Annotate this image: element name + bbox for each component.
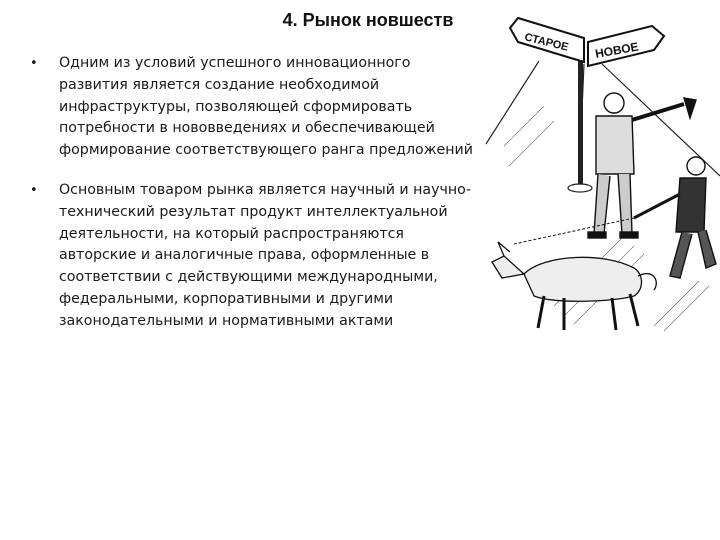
donkey bbox=[492, 242, 656, 330]
pulling-man bbox=[514, 157, 716, 278]
bullet-marker: • bbox=[30, 182, 38, 198]
bullet-text: Одним из условий успешного инновационного развития является создание необходимой инфраструктуры, позволяющей сформировать потребности в нововведениях и обеспечивающей формирование соответствующего ранга предложений bbox=[59, 55, 473, 159]
bullet-marker: • bbox=[30, 56, 38, 71]
bullet-item bbox=[30, 53, 480, 162]
bullet-text: Основным товаром рынка является научный и научно-технический результат продукт интеллектуальной деятельности, на который распространяются авторские и аналогичные права, оформленные в соответствии с действующими международными, федеральными, корпоративными и другими законодательными и нормативными актами bbox=[59, 181, 471, 329]
cartoon-illustration bbox=[484, 6, 720, 338]
bullet-list bbox=[30, 53, 480, 333]
sign-new-label: НОВОЕ bbox=[594, 39, 640, 61]
slide-title: 4. Рынок новшеств bbox=[282, 10, 454, 30]
sign-old-label: СТАРОЕ bbox=[523, 31, 570, 54]
sign-old bbox=[510, 18, 584, 62]
signpost bbox=[510, 18, 664, 192]
sign-new bbox=[588, 26, 664, 66]
bullet-item bbox=[30, 180, 480, 333]
